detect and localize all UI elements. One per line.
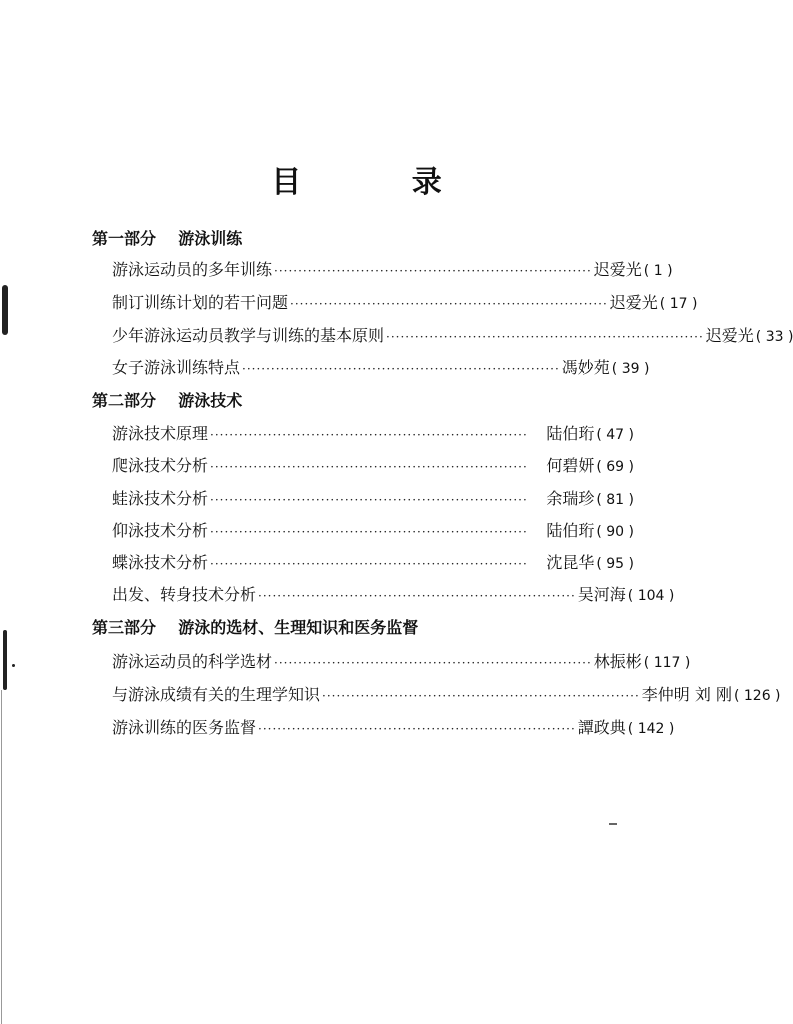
entry-author: 沈昆华 — [546, 553, 595, 572]
toc-entry[interactable] — [112, 290, 698, 314]
scan-artifact — [12, 664, 15, 667]
toc-entry[interactable] — [112, 715, 675, 739]
dot-leader: ·································································· — [210, 525, 528, 539]
entry-page: ( 142 ) — [627, 721, 675, 737]
entry-title: 与游泳成绩有关的生理学知识 — [112, 685, 321, 704]
entry-page: ( 47 ) — [596, 427, 634, 443]
toc-entry[interactable] — [112, 582, 675, 606]
entry-title: 少年游泳运动员教学与训练的基本原则 — [112, 326, 385, 345]
dot-leader: ·································································· — [210, 493, 528, 507]
toc-entry[interactable] — [112, 323, 793, 347]
part-heading: 第三部分 游泳的选材、生理知识和医务监督 — [92, 618, 419, 637]
entry-title: 游泳运动员的多年训练 — [112, 260, 273, 279]
dot-leader: ·································································· — [210, 557, 528, 571]
entry-author: 何碧妍 — [546, 456, 595, 475]
entry-page: ( 81 ) — [596, 492, 634, 508]
entry-author: 譚政典 — [577, 718, 626, 737]
dot-leader: ·································································· — [290, 297, 608, 311]
scan-artifact — [1, 690, 2, 1024]
entry-title: 爬泳技术分析 — [112, 456, 209, 475]
entry-title: 仰泳技术分析 — [112, 521, 209, 540]
entry-author: 馮妙苑 — [561, 358, 610, 377]
entry-author: 迟爱光 — [593, 260, 642, 279]
toc-entry[interactable] — [112, 649, 691, 673]
entry-title: 出发、转身技术分析 — [112, 585, 257, 604]
entry-page: ( 104 ) — [627, 588, 675, 604]
entry-page: ( 69 ) — [596, 459, 634, 475]
toc-entry[interactable] — [112, 518, 634, 542]
scan-artifact — [3, 630, 7, 690]
scan-artifact — [609, 823, 617, 825]
dot-leader: ·································································· — [274, 656, 592, 670]
entry-author: 吴河海 — [577, 585, 626, 604]
dot-leader: ·································································· — [258, 589, 576, 603]
dot-leader: ·································································· — [210, 428, 528, 442]
entry-page: ( 95 ) — [596, 556, 634, 572]
dot-leader: ·································································· — [386, 330, 704, 344]
dot-leader: ·································································· — [242, 362, 560, 376]
entry-title: 蛙泳技术分析 — [112, 489, 209, 508]
entry-page: ( 126 ) — [733, 688, 781, 704]
entry-author: 林振彬 — [593, 652, 642, 671]
entry-page: ( 90 ) — [596, 524, 634, 540]
toc-entry[interactable] — [112, 453, 634, 477]
dot-leader: ·································································· — [210, 460, 528, 474]
entry-page: ( 39 ) — [611, 361, 650, 377]
entry-page: ( 1 ) — [643, 263, 673, 279]
toc-entry[interactable] — [112, 355, 650, 379]
entry-author: 李仲明 刘 刚 — [641, 685, 732, 704]
toc-entry[interactable] — [112, 421, 634, 445]
entry-author: 陆伯珩 — [546, 424, 595, 443]
entry-title: 制订训练计划的若干问题 — [112, 293, 289, 312]
entry-author: 迟爱光 — [609, 293, 658, 312]
entry-page: ( 33 ) — [755, 329, 793, 345]
part-heading: 第二部分 游泳技术 — [92, 391, 243, 410]
page-title: 目 录 — [271, 165, 492, 200]
dot-leader: ·································································· — [322, 689, 640, 703]
entry-author: 迟爱光 — [705, 326, 754, 345]
toc-entry[interactable] — [112, 257, 673, 281]
entry-page: ( 117 ) — [643, 655, 691, 671]
toc-entry[interactable] — [112, 486, 634, 510]
scan-artifact — [2, 285, 8, 335]
entry-title: 游泳训练的医务监督 — [112, 718, 257, 737]
entry-author: 陆伯珩 — [546, 521, 595, 540]
toc-entry[interactable] — [112, 682, 781, 706]
part-heading: 第一部分 游泳训练 — [92, 229, 243, 248]
dot-leader: ·································································· — [274, 264, 592, 278]
entry-page: ( 17 ) — [659, 296, 698, 312]
entry-title: 游泳运动员的科学选材 — [112, 652, 273, 671]
entry-title: 游泳技术原理 — [112, 424, 209, 443]
entry-title: 蝶泳技术分析 — [112, 553, 209, 572]
entry-author: 余瑞珍 — [546, 489, 595, 508]
dot-leader: ·································································· — [258, 722, 576, 736]
entry-title: 女子游泳训练特点 — [112, 358, 241, 377]
toc-entry[interactable] — [112, 550, 634, 574]
